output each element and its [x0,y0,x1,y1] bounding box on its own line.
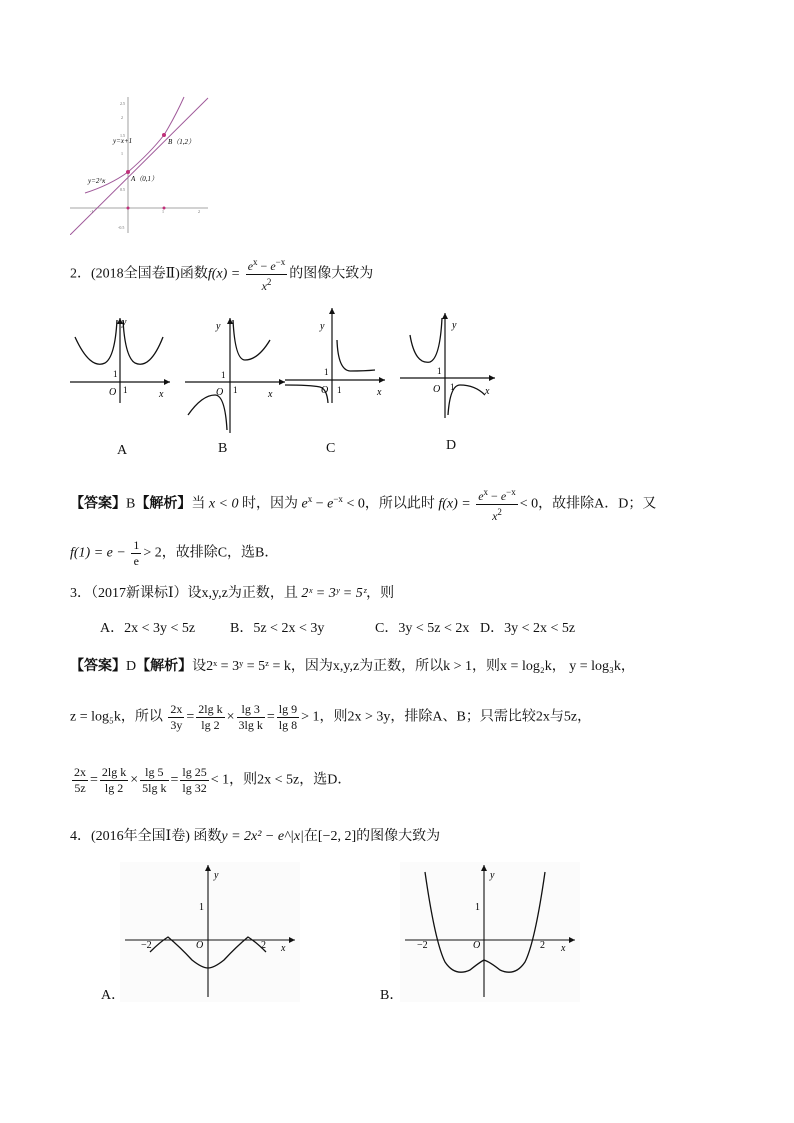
svg-text:2: 2 [261,940,266,951]
svg-text:1: 1 [221,370,226,380]
option-label-d: D [446,438,457,453]
line-y-x-plus-1 [70,98,208,235]
option-label-c: C [326,441,336,456]
svg-text:1: 1 [113,369,118,379]
svg-text:O: O [109,387,117,398]
answer-3-line-1: 【答案】D【解析】设2ˣ = 3ʸ = 5ᶻ = k，因为x,y,z为正数，所以k > 1，则x = log₂k， y = log₃k， [70,659,635,674]
svg-text:1: 1 [199,902,204,913]
svg-text:y: y [320,321,325,332]
tick-x-neg1: -1 [90,209,94,214]
svg-text:O: O [433,384,441,395]
answer-2-line-2: f(1) = e − $\frac{1}{e}$ > 2，故排除C，选B． [70,538,279,568]
question-3: 3．（2017新课标Ⅰ）设x,y,z为正数，且 2ˣ = 3ʸ = 5ᶻ，则 [70,586,395,601]
svg-text:x: x [268,389,273,400]
q4-option-label-b: B． [380,988,404,1003]
option-label-b: B [218,441,228,456]
tick-y-2.5: 2.5 [120,101,125,106]
graph-option-d [395,310,505,420]
option-d: D．3y < 2x < 5z [480,621,576,636]
question-4: 4．(2016年全国Ⅰ卷) 函数y = 2x² − e^|x|在[−2, 2]的图像大致为 [70,829,441,844]
svg-text:1: 1 [437,366,442,376]
svg-text:x: x [485,386,490,397]
tick-x-1: 1 [162,209,164,214]
svg-text:x: x [281,943,286,954]
tick-y-1: 1 [121,151,123,156]
question-source: (2018全国卷Ⅱ) [91,266,180,282]
label-b: B（1,2） [168,138,196,146]
label-line: y=x+1 [113,137,133,145]
origin-point [127,207,130,210]
answer-3-line-3: $\frac{2x}{5z}$ = $\frac{\text{2lg k}}{\lg 2}$ × $\frac{\lg 5}{\text{5lg k}}$ = $\frac{\lg 25}{\lg 32}$ < 1，则2x < 5z，选D． [74,765,352,795]
point-a [126,170,130,174]
svg-text:O: O [321,385,329,396]
svg-text:y: y [214,870,219,881]
graph-option-a [65,315,175,405]
graph-q4-option-b [400,862,580,1002]
label-a: A（0,1） [131,175,159,183]
answer-2-line-1: 【答案】B【解析】当 x < 0 时，因为 $e^x - e^{-x} < 0$，所以此时 f(x) = $\frac{e^x - e^{-x}}{x^2}$ < 0，故排除A．D；又 [70,487,657,523]
svg-text:1: 1 [475,902,480,913]
tick-x-2: 2 [198,209,200,214]
svg-text:−2: −2 [417,940,428,951]
svg-text:y: y [216,321,221,332]
svg-text:1: 1 [324,367,329,377]
svg-text:y: y [122,317,127,328]
svg-text:−2: −2 [141,940,152,951]
svg-text:y: y [490,870,495,881]
graph-option-c [285,305,395,405]
tick-y-neg0.5: -0.5 [118,225,125,230]
question-3-options [100,620,620,638]
graph-q4-option-a [120,862,300,1002]
svg-text:2: 2 [540,940,545,951]
label-curve: y=2^x [88,177,106,185]
svg-text:O: O [216,387,224,398]
option-a: A．2x < 3y < 5z [100,621,196,636]
function-expr: f(x) = [207,266,241,282]
q4-option-label-a: A． [101,988,126,1003]
option-label-a: A [117,443,128,458]
option-b: B．5z < 2x < 3y [230,621,325,636]
svg-text:x: x [561,943,566,954]
option-c: C．3y < 5z < 2x [375,621,470,636]
question-text: 函数 [179,266,208,282]
svg-text:y: y [452,320,457,331]
question-2 [70,255,373,294]
question-tail: 的图像大致为 [289,266,374,282]
exponential-tangent-figure [70,95,210,235]
tick-y-1.5: 1.5 [120,133,125,138]
answer-3-line-2: z = log₅k，所以 $\frac{2x}{3y}$ = $\frac{\text{2lg k}}{\lg 2}$ × $\frac{\lg 3}{\text{3lg k}}$ = $\frac{\lg 9}{\lg 8}$ > 1，则2x > 3y，排除A、B；只需比较2x与5z， [70,702,592,732]
tick-y-0.5: 0.5 [120,187,125,192]
svg-text:x: x [377,387,382,398]
svg-text:1: 1 [337,385,342,395]
question-number: 2． [70,266,91,282]
svg-text:1: 1 [450,382,455,392]
svg-text:O: O [196,940,204,951]
svg-text:1: 1 [123,385,128,395]
graph-option-b [180,315,290,435]
fraction: $\frac{e^x - e^{-x}}{x^2}$ [247,257,286,293]
point-b [162,133,166,137]
svg-text:1: 1 [233,385,238,395]
svg-text:O: O [473,940,481,951]
svg-text:x: x [159,389,164,400]
tick-y-2: 2 [121,115,123,120]
